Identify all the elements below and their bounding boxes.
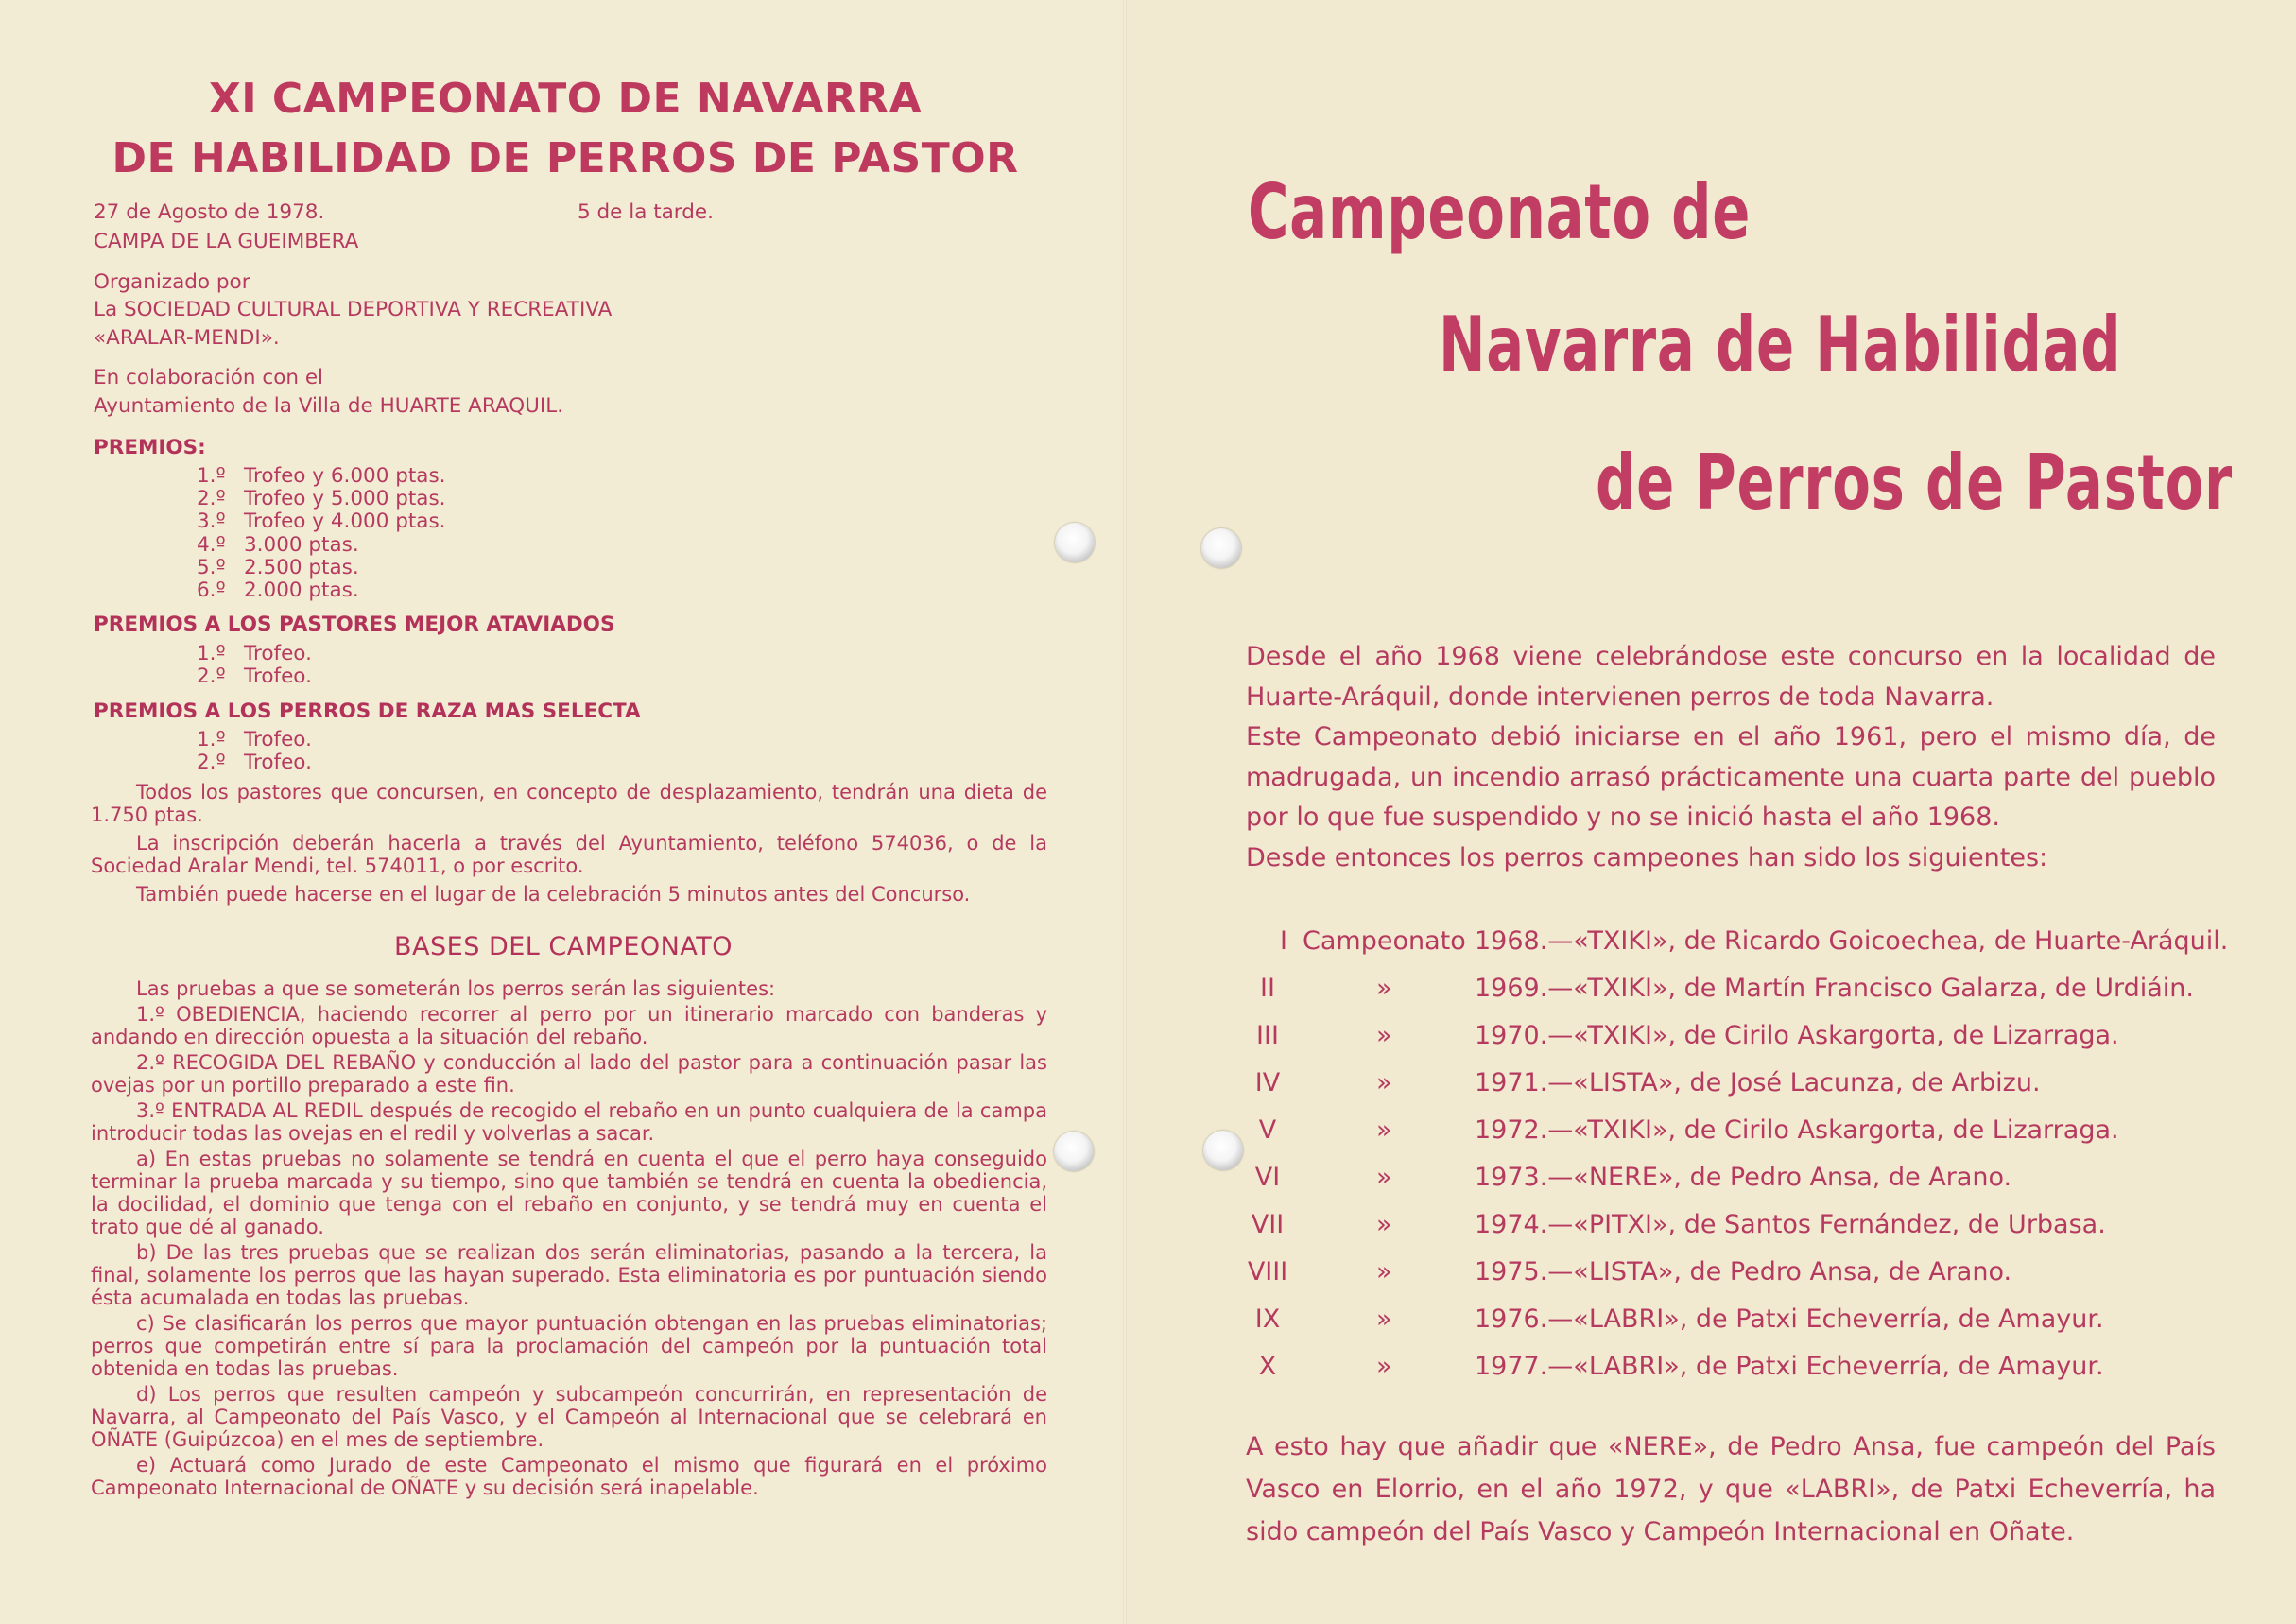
collab-line-2: Ayuntamiento de la Villa de HUARTE ARAQUIL. [94,394,564,418]
premio-ord: 4.º [197,533,226,557]
premio-text: Trofeo y 4.000 ptas. [244,510,446,533]
champion-row [1246,1257,2219,1304]
ataviados-heading: PREMIOS A LOS PASTORES MEJOR ATAVIADOS [94,613,615,636]
bases-a: a) En estas pruebas no solamente se tendrá en cuenta el que el perro haya conseguido terminar la prueba marcada y su tiempo, sino que también se tendrá en cuenta la obediencia, la docilidad, el dominio que tenga con el rebaño en conjunto, y se tendrá muy en cuenta el trato que dé al ganado. [91,1148,1047,1238]
intro-paragraphs [1246,637,2216,878]
bases-2: 2.º RECOGIDA DEL REBAÑO y conducción al lado del pastor para a continuación pasar las ovejas por un portillo preparado a este fin. [91,1051,1047,1097]
champion-entry: 1969.—«TXIKI», de Martín Francisco Galarza, de Urdiáin. [1475,974,2194,1003]
champion-entry: 1972.—«TXIKI», de Cirilo Askargorta, de Lizarraga. [1475,1115,2119,1145]
para-lugar: También puede hacerse en el lugar de la celebración 5 minutos antes del Concurso. [136,883,971,906]
champion-number: IV [1254,1068,1281,1097]
ataviado-text: Trofeo. [244,665,312,688]
premio-text: 3.000 ptas. [244,533,359,557]
champion-ditto: » [1376,1115,1392,1145]
info-paragraphs [91,781,1047,906]
big-title-line-2: Navarra de Habilidad [1439,301,2122,389]
champion-ditto: » [1376,1352,1392,1381]
bases-b: b) De las tres pruebas que se realizan dos serán eliminatorias, pasando a la tercera, la final, solamente los perros que las hayan superado. Esta eliminatoria es por puntuación siendo ésta acumalada en todas las pruebas. [91,1241,1047,1309]
champion-entry: 1971.—«LISTA», de José Lacunza, de Arbizu. [1475,1068,2041,1097]
bases-heading: BASES DEL CAMPEONATO [394,932,733,961]
champion-number: V [1258,1115,1277,1145]
champion-number: II [1260,974,1275,1003]
champion-ditto: » [1376,1210,1392,1239]
champion-ditto: » [1376,1304,1392,1334]
intro-1: Desde el año 1968 viene celebrándose este concurso en la localidad de Huarte-Aráquil, donde intervienen perros de toda Navarra. [1246,642,2216,712]
champion-row [1246,1021,2219,1068]
champion-ditto: » [1376,1257,1392,1287]
premios-heading: PREMIOS: [94,436,206,459]
champion-row [1246,1210,2219,1257]
main-title-line-2: DE HABILIDAD DE PERROS DE PASTOR [112,134,1019,182]
punch-hole-right-top [1201,528,1241,568]
event-place: CAMPA DE LA GUEIMBERA [94,230,359,253]
punch-hole-left-top [1055,523,1095,562]
big-title-line-3: de Perros de Pastor [1596,439,2233,527]
premio-text: 2.500 ptas. [244,556,359,579]
champion-row [1246,1163,2219,1210]
collab-line-1: En colaboración con el [94,366,324,389]
champion-entry: 1976.—«LABRI», de Patxi Echeverría, de Amayur. [1475,1304,2104,1334]
premio-ord: 5.º [197,556,226,579]
raza-heading: PREMIOS A LOS PERROS DE RAZA MAS SELECTA [94,700,641,723]
champion-number: VIII [1247,1257,1288,1287]
champion-entry: 1968.—«TXIKI», de Ricardo Goicoechea, de Huarte-Aráquil. [1475,926,2229,956]
para-inscripcion: La inscripción deberán hacerla a través del Ayuntamiento, teléfono 574036, o de la Sociedad Aralar Mendi, tel. 574011, o por escrito. [91,832,1047,877]
bases-c: c) Se clasificarán los perros que mayor puntuación obtengan en las pruebas eliminatorias; perros que competirán entre sí para la proclamación del campeón por la puntuación total obtenida en todas las pruebas. [91,1312,1047,1380]
champion-row [1246,1068,2219,1115]
champion-number: I [1280,926,1287,956]
bases-d: d) Los perros que resulten campeón y subcampeón concurrirán, en representación de Navarra, al Campeonato del País Vasco, y el Campeón al Internacional que se celebrará en OÑATE (Guipúzcoa) en el mes de septiembre. [91,1383,1047,1451]
bases-intro: Las pruebas a que se someterán los perros serán las siguientes: [136,977,776,1000]
champion-row [1246,926,2229,974]
champion-entry: 1970.—«TXIKI», de Cirilo Askargorta, de Lizarraga. [1475,1021,2119,1050]
champion-number: IX [1254,1304,1281,1334]
ataviado-ord: 2.º [197,665,226,688]
champion-ditto: » [1376,1021,1392,1050]
closing-paragraph [1246,1425,2216,1553]
champion-row [1246,1304,2219,1352]
champion-entry: 1974.—«PITXI», de Santos Fernández, de Urbasa. [1475,1210,2106,1239]
champion-ditto: » [1376,974,1392,1003]
event-time: 5 de la tarde. [578,200,714,224]
punch-hole-left-bottom [1054,1132,1094,1171]
champion-ditto: » [1376,1163,1392,1192]
champion-entry: 1973.—«NERE», de Pedro Ansa, de Arano. [1475,1163,2012,1192]
raza-ord: 2.º [197,751,226,774]
premio-ord: 1.º [197,464,226,488]
premio-text: Trofeo y 5.000 ptas. [244,487,446,510]
champion-label: Campeonato [1303,926,1466,956]
champion-entry: 1977.—«LABRI», de Patxi Echeverría, de Amayur. [1475,1352,2104,1381]
champion-entry: 1975.—«LISTA», de Pedro Ansa, de Arano. [1475,1257,2012,1287]
center-fold [1123,0,1127,1624]
event-date: 27 de Agosto de 1978. [94,200,325,224]
premio-ord: 6.º [197,579,226,602]
raza-ord: 1.º [197,728,226,752]
organizer-label: Organizado por [94,270,250,294]
ataviado-text: Trofeo. [244,642,312,665]
champion-row [1246,974,2219,1021]
champion-ditto: » [1376,1068,1392,1097]
champion-number: VI [1254,1163,1281,1192]
bases-3: 3.º ENTRADA AL REDIL después de recogido el rebaño en un punto cualquiera de la campa introducir todas las ovejas en el redil y volverlas a sacar. [91,1099,1047,1145]
intro-2: Este Campeonato debió iniciarse en el año 1961, pero el mismo día, de madrugada, un incendio arrasó prácticamente una cuarta parte del pueblo por lo que fue suspendido y no se inició hasta el año 1968. [1246,722,2216,832]
bases-paragraphs [91,977,1047,1499]
punch-hole-right-bottom [1203,1131,1243,1170]
premio-text: Trofeo y 6.000 ptas. [244,464,446,488]
premio-ord: 3.º [197,510,226,533]
premio-ord: 2.º [197,487,226,510]
champion-row [1246,1115,2219,1163]
champion-number: X [1258,1352,1277,1381]
organizer-line-2: «ARALAR-MENDI». [94,326,280,350]
big-title-line-1: Campeonato de [1248,168,1752,256]
main-title-line-1: XI CAMPEONATO DE NAVARRA [208,75,923,123]
bases-e: e) Actuará como Jurado de este Campeonato el mismo que figurará en el próximo Campeonato Internacional de OÑATE y su decisión será inapelable. [91,1454,1047,1499]
bases-1: 1.º OBEDIENCIA, haciendo recorrer al perro por un itinerario marcado con banderas y andando en dirección opuesta a la situación del rebaño. [91,1003,1047,1048]
closing-text: A esto hay que añadir que «NERE», de Pedro Ansa, fue campeón del País Vasco en Elorrio, en el año 1972, y que «LABRI», de Patxi Echeverría, ha sido campeón del País Vasco y Campeón Internacional en Oñate. [1246,1432,2216,1546]
para-dieta: Todos los pastores que concursen, en concepto de desplazamiento, tendrán una dieta de 1.750 ptas. [91,781,1047,826]
champion-number: VII [1251,1210,1285,1239]
organizer-line-1: La SOCIEDAD CULTURAL DEPORTIVA Y RECREATIVA [94,298,613,321]
champion-number: III [1256,1021,1279,1050]
raza-text: Trofeo. [244,751,312,774]
champion-row [1246,1352,2219,1399]
ataviado-ord: 1.º [197,642,226,665]
raza-text: Trofeo. [244,728,312,752]
premio-text: 2.000 ptas. [244,579,359,602]
intro-3: Desde entonces los perros campeones han sido los siguientes: [1246,842,2048,872]
